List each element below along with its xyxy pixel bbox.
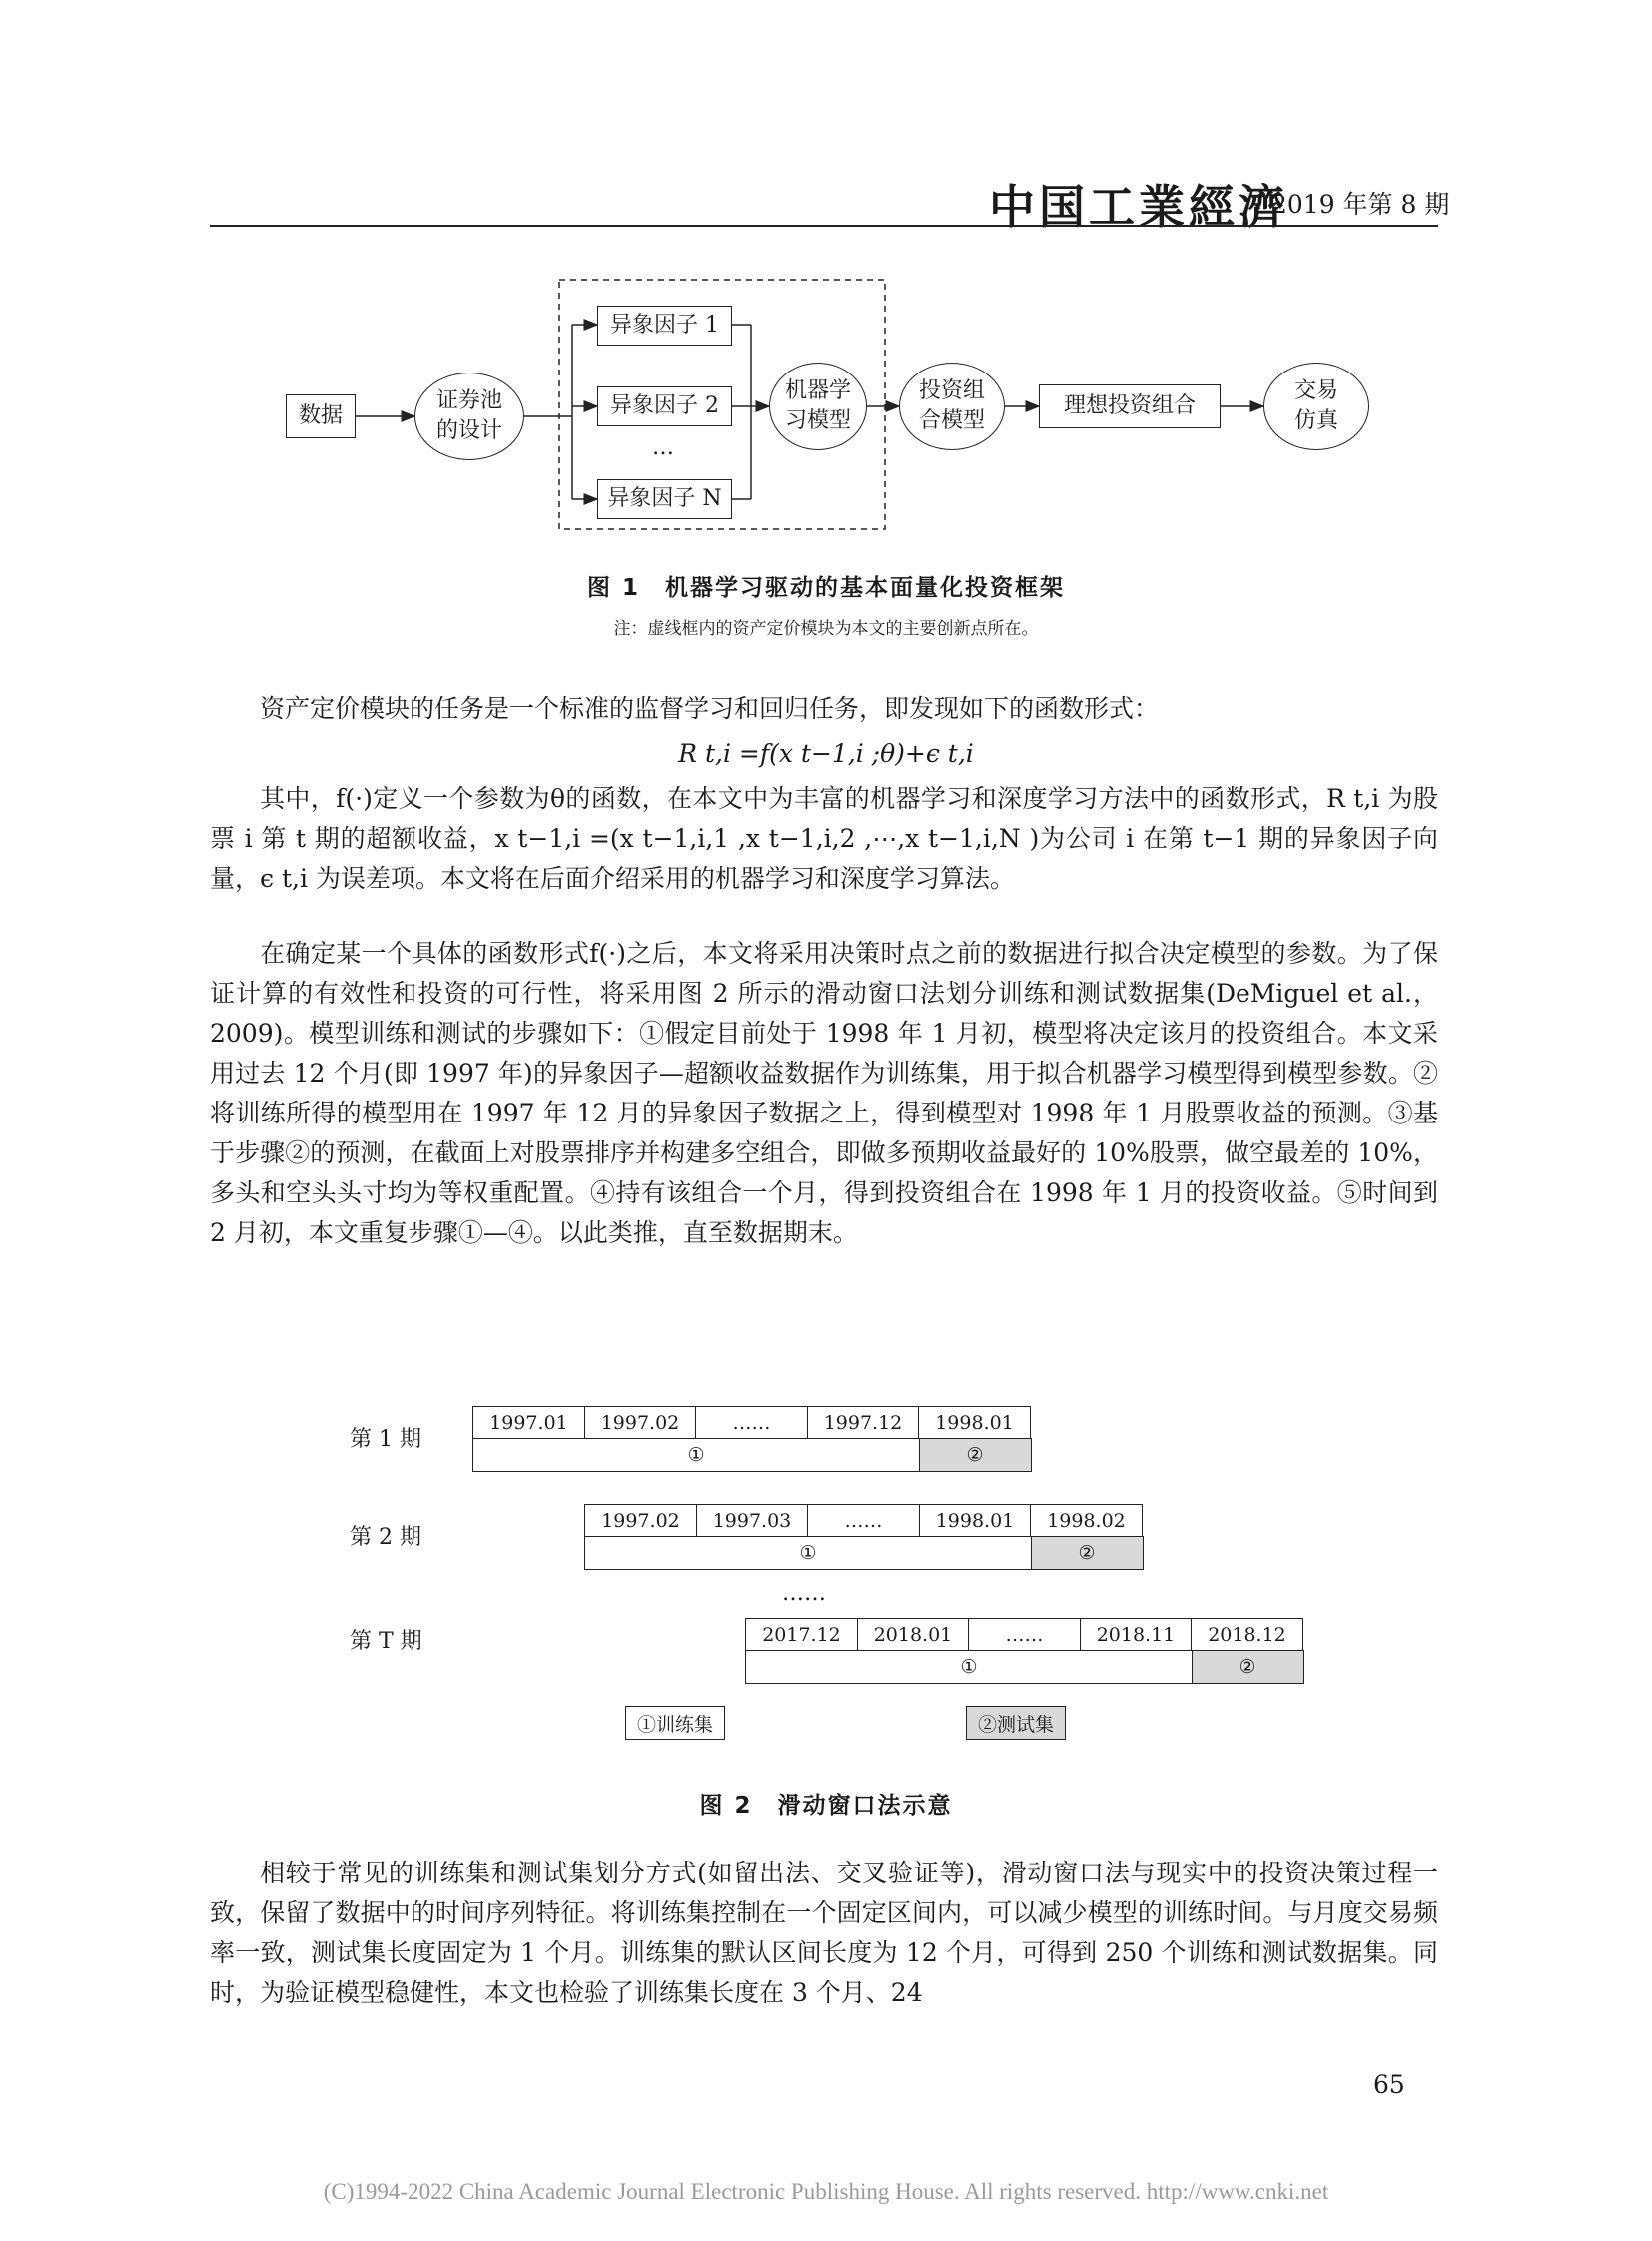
month-cell: 1997.12 (807, 1406, 920, 1440)
legend-train: ①训练集 (625, 1706, 725, 1740)
month-cell: …… (807, 1504, 920, 1538)
month-cell: 1997.02 (584, 1406, 697, 1440)
pool-line-1: 证券池 (435, 388, 502, 414)
period-t-split (745, 1650, 1304, 1684)
month-cell: 2017.12 (745, 1618, 858, 1652)
ideal-portfolio-box: 理想投资组合 (1039, 384, 1221, 428)
legend-test: ②测试集 (966, 1706, 1066, 1740)
copyright-notice: (C)1994-2022 China Academic Journal Electronic Publishing House. All rights reserved. http://www.cnki.net (323, 2179, 1329, 2204)
formula: R t,i =f(x t−1,i ;θ)+ϵ t,i (678, 739, 974, 768)
month-cell: 1997.02 (584, 1504, 697, 1538)
trade-line-2: 仿真 (1293, 408, 1338, 433)
period-2-label: 第 2 期 (350, 1525, 421, 1550)
factor-2-box: 异象因子 2 (597, 386, 732, 426)
month-cell: 1997.01 (472, 1406, 585, 1440)
combo-line-1: 投资组 (918, 378, 985, 404)
period-1-split (472, 1438, 1032, 1472)
paragraph-3: 在确定某一个具体的函数形式f(·)之后，本文将采用决策时点之前的数据进行拟合决定模型的参数。为了保证计算的有效性和投资的可行性，将采用图 2 所示的滑动窗口法划分训练和测试数据集(DeMiguel et al.，2009)。模型训练和测试的步骤如下：①假定目前处于 1998 年 1 月初，模型将决定该月的投资组合。本文采用过去 12 个月(即 1997 年)的异象因子—超额收益数据作为训练集，用于拟合机器学习模型得到模型参数。②将训练所得的模型用在 1997 年 12 月的异象因子数据之上，得到模型对 1998 年 1 月股票收益的预测。③基于步骤②的预测，在截面上对股票排序并构建多空组合，即做多预期收益最好的 10%股票，做空最差的 10%，多头和空头头寸均为等权重配置。④持有该组合一个月，得到投资组合在 1998 年 1 月的投资收益。⑤时间到 2 月初，本文重复步骤①—④。以此类推，直至数据期末。 (210, 939, 1438, 1247)
figure-1-note: 注：虚线框内的资产定价模块为本文的主要创新点所在。 (613, 619, 1039, 639)
ml-model-ellipse (769, 363, 867, 450)
month-cell: 1998.01 (919, 1504, 1032, 1538)
factor-1-box: 异象因子 1 (597, 306, 732, 346)
period-2-months (584, 1504, 1143, 1538)
period-1-months (472, 1406, 1031, 1440)
figure-2-caption: 图 2 滑动窗口法示意 (699, 1793, 953, 1819)
factor-n-box: 异象因子 N (597, 479, 732, 519)
portfolio-model-ellipse (899, 363, 1005, 450)
month-cell: 1998.01 (918, 1406, 1031, 1440)
month-cell: …… (968, 1618, 1081, 1652)
journal-title: 中国工業經濟 (989, 180, 1288, 234)
security-pool-ellipse (414, 373, 524, 460)
figure-1-diagram (270, 270, 1378, 539)
month-cell: 1997.03 (696, 1504, 809, 1538)
ml-line-2: 习模型 (784, 408, 851, 433)
data-box: 数据 (286, 394, 356, 438)
period-1-label: 第 1 期 (350, 1427, 421, 1452)
month-cell: 2018.11 (1080, 1618, 1193, 1652)
period-ellipsis: …… (782, 1581, 826, 1606)
ml-line-1: 机器学 (784, 378, 851, 404)
page-number: 65 (1373, 2070, 1405, 2099)
factor-ellipsis: … (652, 435, 674, 460)
paragraph-1: 资产定价模块的任务是一个标准的监督学习和回归任务，即发现如下的函数形式： (260, 694, 1160, 723)
trade-line-1: 交易 (1293, 378, 1338, 404)
test-set-cell: ② (1031, 1536, 1144, 1570)
month-cell: 2018.12 (1191, 1618, 1303, 1652)
figure-1-caption: 图 1 机器学习驱动的基本面量化投资框架 (586, 575, 1065, 601)
train-set-cell: ① (745, 1650, 1193, 1684)
month-cell: 1998.02 (1030, 1504, 1143, 1538)
period-t-months (745, 1618, 1303, 1652)
paragraph-2: 其中，f(·)定义一个参数为θ的函数，在本文中为丰富的机器学习和深度学习方法中的函数形式，R t,i 为股票 i 第 t 期的超额收益，x t−1,i =(x t−1,i,1 ,x t−1,i,2 ,⋯,x t−1,i,N )为公司 i 在第 t−1 期的异象因子向量，ϵ t,i 为误差项。本文将在后面介绍采用的机器学习和深度学习算法。 (210, 784, 1438, 893)
month-cell: 2018.01 (857, 1618, 970, 1652)
trade-simulation-ellipse (1263, 363, 1369, 450)
journal-issue: 2019 年第 8 期 (1271, 190, 1450, 219)
train-set-cell: ① (472, 1438, 920, 1472)
train-set-cell: ① (584, 1536, 1032, 1570)
month-cell: …… (695, 1406, 808, 1440)
combo-line-2: 合模型 (918, 408, 985, 433)
test-set-cell: ② (919, 1438, 1032, 1472)
period-2-split (584, 1536, 1144, 1570)
period-t-label: 第 T 期 (350, 1629, 422, 1654)
header-rule (210, 225, 1438, 227)
test-set-cell: ② (1192, 1650, 1304, 1684)
paragraph-4: 相较于常见的训练集和测试集划分方式(如留出法、交叉验证等)，滑动窗口法与现实中的投资决策过程一致，保留了数据中的时间序列特征。将训练集控制在一个固定区间内，可以减少模型的训练时间。与月度交易频率一致，测试集长度固定为 1 个月。训练集的默认区间长度为 12 个月，可得到 250 个训练和测试数据集。同时，为验证模型稳健性，本文也检验了训练集长度在 3 个月、24 (210, 1859, 1438, 2007)
pool-line-2: 的设计 (435, 418, 502, 443)
